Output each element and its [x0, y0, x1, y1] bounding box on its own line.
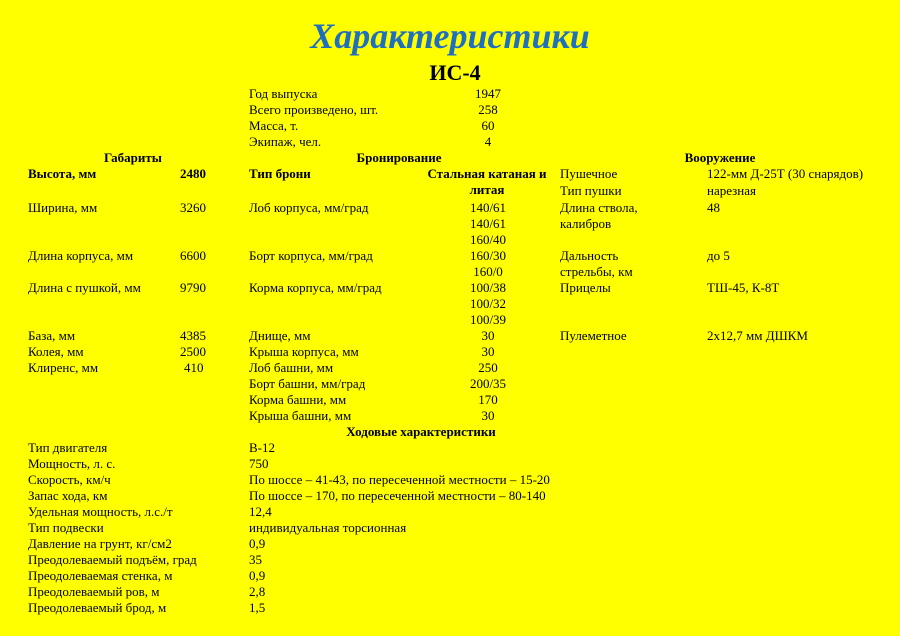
armor-value: 200/35 — [469, 376, 507, 391]
armament-value: до 5 — [707, 248, 730, 263]
armor-label: Борт корпуса, мм/град — [249, 248, 373, 263]
dimension-value: 6600 — [180, 248, 206, 263]
general-value: 258 — [478, 102, 498, 117]
armor-label: Крыша башни, мм — [249, 408, 352, 423]
running-label: Скорость, км/ч — [28, 472, 111, 487]
general-label: Всего произведено, шт. — [249, 102, 379, 117]
armor-value: 160/30 — [469, 248, 507, 263]
general-label: Экипаж, чел. — [249, 134, 322, 149]
running-value: По шоссе – 170, по пересеченной местности – 80-140 — [249, 488, 546, 503]
dimension-label: Клиренс, мм — [28, 360, 99, 375]
armament-label: Прицелы — [560, 280, 611, 295]
section-dimensions-heading: Габариты — [104, 150, 162, 165]
armor-type-value: Стальная катаная и литая — [427, 166, 547, 197]
running-value: По шоссе – 41-43, по пересеченной местности – 15-20 — [249, 472, 550, 487]
running-label: Преодолеваемый брод, м — [28, 600, 167, 615]
armor-value: 160/0 — [473, 264, 503, 279]
section-armor-heading: Бронирование — [356, 150, 442, 165]
armament-value: ТШ-45, К-8Т — [707, 280, 780, 295]
armor-label: Лоб башни, мм — [249, 360, 334, 375]
armament-value: 2х12,7 мм ДШКМ — [707, 328, 808, 343]
dimension-value: 2480 — [180, 166, 206, 181]
running-label: Преодолеваемый ров, м — [28, 584, 160, 599]
armor-label: Крыша корпуса, мм — [249, 344, 359, 359]
section-armament-heading: Вооружение — [684, 150, 756, 165]
running-label: Тип двигателя — [28, 440, 108, 455]
running-value: индивидуальная торсионная — [249, 520, 407, 535]
general-value: 1947 — [475, 86, 501, 101]
dimension-label: База, мм — [28, 328, 76, 343]
armament-label: Тип пушки — [560, 183, 622, 198]
dimension-label: Длина с пушкой, мм — [28, 280, 141, 295]
dimension-value: 4385 — [180, 328, 206, 343]
armor-type-label: Тип брони — [249, 166, 311, 181]
page-title: Характеристики — [310, 16, 590, 56]
armor-value: 140/61 — [469, 200, 507, 215]
dimension-value: 2500 — [180, 344, 206, 359]
armament-label: Дальность стрельбы, км — [560, 248, 633, 279]
running-value: 12,4 — [249, 504, 272, 519]
running-label: Запас хода, км — [28, 488, 108, 503]
running-label: Преодолеваемая стенка, м — [28, 568, 173, 583]
dimension-value: 410 — [184, 360, 204, 375]
running-label: Удельная мощность, л.с./т — [28, 504, 173, 519]
dimension-label: Колея, мм — [28, 344, 84, 359]
armament-value: нарезная — [707, 183, 756, 198]
armor-label: Борт башни, мм/град — [249, 376, 366, 391]
tank-model-heading: ИС-4 — [429, 60, 481, 85]
armor-value: 100/38 — [469, 280, 507, 295]
armor-value: 140/61 — [469, 216, 507, 231]
running-label: Давление на грунт, кг/см2 — [28, 536, 172, 551]
running-label: Преодолеваемый подъём, град — [28, 552, 197, 567]
general-label: Год выпуска — [249, 86, 318, 101]
dimension-label: Ширина, мм — [28, 200, 98, 215]
running-value: 0,9 — [249, 568, 266, 583]
running-value: 1,5 — [249, 600, 266, 615]
armament-value: 48 — [707, 200, 720, 215]
running-value: 0,9 — [249, 536, 266, 551]
armor-value: 250 — [478, 360, 498, 375]
running-value: 35 — [249, 552, 262, 567]
armor-value: 30 — [481, 328, 495, 343]
armor-label: Корма корпуса, мм/град — [249, 280, 382, 295]
armor-label: Днище, мм — [249, 328, 311, 343]
dimension-label: Длина корпуса, мм — [28, 248, 134, 263]
armament-value: 122-мм Д-25Т (30 снарядов) — [707, 166, 864, 181]
running-value: В-12 — [249, 440, 275, 455]
armor-value: 100/39 — [469, 312, 507, 327]
running-label: Тип подвески — [28, 520, 104, 535]
armor-label: Лоб корпуса, мм/град — [249, 200, 369, 215]
general-value: 4 — [484, 134, 492, 149]
dimension-value: 9790 — [180, 280, 206, 295]
armor-value: 160/40 — [469, 232, 507, 247]
armor-label: Корма башни, мм — [249, 392, 347, 407]
armament-label: Пушечное — [560, 166, 618, 181]
dimension-label: Высота, мм — [28, 166, 97, 181]
general-value: 60 — [481, 118, 495, 133]
armor-value: 100/32 — [469, 296, 507, 311]
running-value: 750 — [249, 456, 269, 471]
armor-value: 30 — [481, 408, 495, 423]
armor-value: 170 — [478, 392, 498, 407]
dimension-value: 3260 — [180, 200, 206, 215]
section-running-heading: Ходовые характеристики — [346, 424, 496, 439]
general-label: Масса, т. — [249, 118, 299, 133]
armament-label: Пулеметное — [560, 328, 627, 343]
armament-label: Длина ствола, калибров — [560, 200, 638, 231]
running-value: 2,8 — [249, 584, 266, 599]
armor-value: 30 — [481, 344, 495, 359]
running-label: Мощность, л. с. — [28, 456, 116, 471]
